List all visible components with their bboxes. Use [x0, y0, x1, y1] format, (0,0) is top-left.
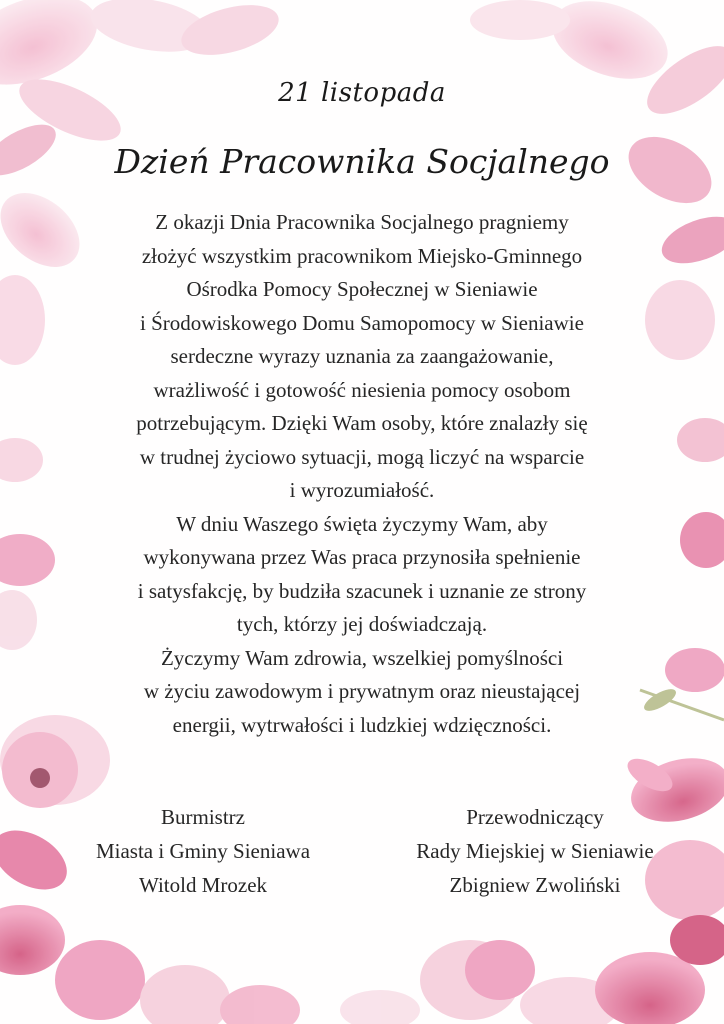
- text-line: złożyć wszystkim pracownikom Miejsko-Gminnego: [141, 243, 583, 268]
- text-line: W dniu Waszego święta życzymy Wam, aby: [176, 511, 548, 536]
- text-line: Ośrodka Pomocy Społecznej w Sieniawie: [186, 277, 538, 301]
- greeting-text: [60, 206, 664, 742]
- signature-role: Przewodniczący: [466, 805, 604, 829]
- text-line: i satysfakcję, by budziła szacunek i uznanie ze strony: [137, 578, 587, 603]
- text-line: i Środowiskowego Domu Samopomocy w Sieniawie: [140, 310, 584, 335]
- text-line: w życiu zawodowym i prywatnym oraz nieustającej: [143, 679, 581, 703]
- text-line: tych, którzy jej doświadczają.: [236, 612, 488, 636]
- text-line: potrzebującym. Dzięki Wam osoby, które znalazły się: [136, 411, 588, 435]
- text-line: w trudnej życiowo sytuacji, mogą liczyć na wsparcie: [139, 444, 585, 469]
- text-line: i wyrozumiałość.: [289, 478, 435, 502]
- signature-council-chair: [380, 800, 690, 902]
- signature-office: Rady Miejskiej w Sieniawie: [416, 839, 654, 863]
- signature-name: Zbigniew Zwoliński: [449, 873, 621, 897]
- text-line: wrażliwość i gotowość niesienia pomocy osobom: [153, 377, 571, 402]
- text-line: serdeczne wyrazy uznania za zaangażowanie,: [170, 344, 554, 368]
- text-line: Z okazji Dnia Pracownika Socjalnego pragniemy: [155, 210, 569, 234]
- text-line: energii, wytrwałości i ludzkiej wdzięczności.: [172, 712, 552, 737]
- text-line: wykonywana przez Was praca przynosiła spełnienie: [143, 545, 581, 569]
- text-line: Życzymy Wam zdrowia, wszelkiej pomyślności: [160, 645, 564, 670]
- signature-role: Burmistrz: [161, 805, 245, 829]
- signature-mayor: [58, 800, 348, 902]
- signature-office: Miasta i Gminy Sieniawa: [95, 839, 311, 863]
- flower-left-middle: [0, 438, 55, 650]
- page-title: Dzień Pracownika Socjalnego: [114, 142, 610, 181]
- date-heading: 21 listopada: [278, 78, 446, 108]
- signature-name: Witold Mrozek: [138, 873, 268, 897]
